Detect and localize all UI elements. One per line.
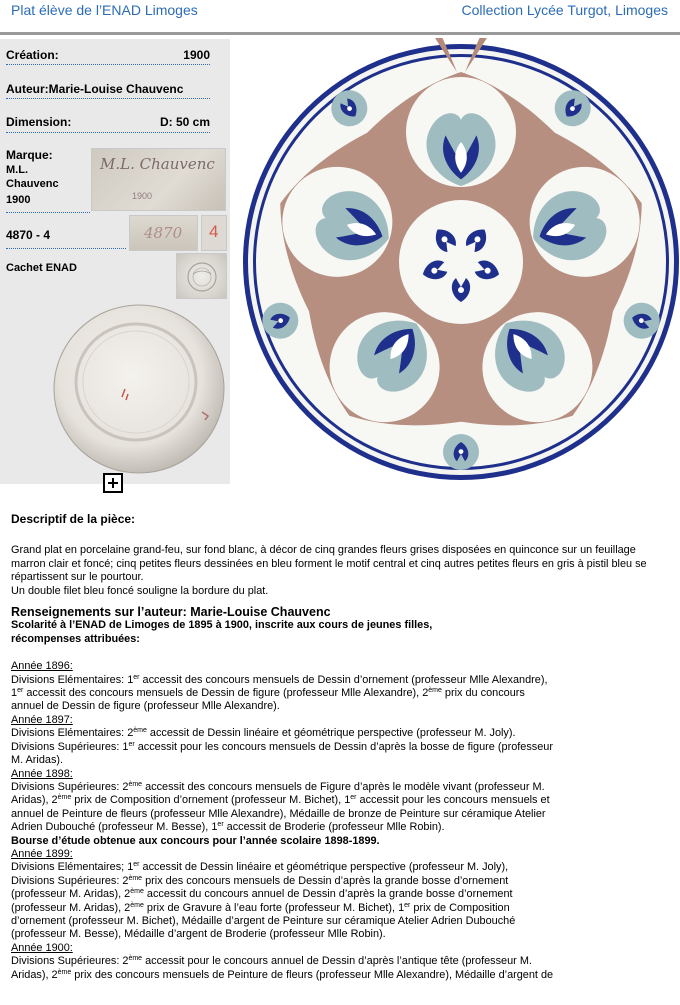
number-mark-photo[interactable] bbox=[129, 215, 198, 251]
marque-line: M.L. bbox=[6, 164, 28, 176]
creation-label: Création: bbox=[6, 48, 59, 62]
description-title: Descriptif de la pièce: bbox=[11, 512, 136, 526]
expand-button[interactable] bbox=[103, 473, 123, 493]
plate-back-photo[interactable] bbox=[52, 302, 226, 476]
year-heading: Année 1899: bbox=[11, 847, 73, 860]
divider bbox=[6, 64, 210, 65]
award-text: Divisions Elémentaires: 1er accessit des concours mensuels de Dessin d’ornement (professeur Mlle Alexandre), 1er accessit des concours mensuels de Dessin de figure (professeur Mlle Alexandre), 2ème prix du concours annuel de Dessin de figure (professeur Mlle Alexandre). bbox=[11, 673, 548, 713]
cachet-label: Cachet ENAD bbox=[6, 262, 77, 274]
author-line: Scolarité à l’ENAD de Limoges de 1895 à 1900, inscrite aux cours de jeunes filles, bbox=[11, 619, 433, 632]
inventory-number: 4870 - 4 bbox=[6, 228, 51, 242]
award-text: Divisions Elémentaires; 1er accessit de Dessin linéaire et géométrique perspective (professeur M. Joly), Divisions Supérieures: 2ème prix des concours mensuels de Dessin d’après la grande bosse d’ornement (professeur M. Aridas), 2ème accessit du concours annuel de Dessin d’après la grande bosse d’ornement (professeur M. Aridas), 2ème prix de Gravure à l’eau forte (professeur M. Bichet), 1er prix de Composition d’ornement (professeur M. Bichet), Médaille d’argent de Peinture sur céramique Atelier Adrien Dubouché (professeur M. Besse), Médaille d’argent de Broderie (professeur Mlle Robin). bbox=[11, 861, 516, 941]
description-paragraph: Un double filet bleu foncé souligne la bordure du plat. bbox=[11, 584, 269, 597]
year-heading: Année 1897: bbox=[11, 713, 73, 726]
red-mark-photo[interactable] bbox=[201, 215, 227, 251]
award-text: Divisions Supérieures: 2ème accessit des concours mensuels de Figure d’après le modèle vivant (professeur M. Aridas), 2ème prix de Composition d’ornement (professeur M. Bichet), 1er accessit pour les concours mensuels et annuel de Peinture de fleurs (professeur Mlle Alexandre), Médaille de bronze de Peinture sur céramique Atelier Adrien Dubouché (professeur M. Besse), 1er accessit de Broderie (professeur Mlle Robin). bbox=[11, 780, 550, 834]
marque-label: Marque: bbox=[6, 148, 53, 162]
page-header bbox=[0, 0, 680, 33]
marque-line: 1900 bbox=[6, 194, 31, 206]
auteur-value: Marie-Louise Chauvenc bbox=[48, 82, 184, 96]
divider bbox=[6, 212, 90, 213]
dimension-value: D: 50 cm bbox=[159, 115, 210, 129]
header-divider bbox=[0, 32, 680, 35]
signature-year: 1900 bbox=[132, 191, 153, 201]
auteur-label: Auteur: bbox=[6, 82, 49, 96]
header-title-left: Plat élève de l’ENAD Limoges bbox=[11, 2, 198, 18]
signature-text: M.L. Chauvenc bbox=[100, 155, 215, 173]
year-heading: Année 1900: bbox=[11, 941, 73, 954]
number-mark-text: 4870 bbox=[144, 224, 183, 242]
award-text: Divisions Elémentaires: 2ème accessit de Dessin linéaire et géométrique perspective (professeur M. Joly). Divisions Supérieures: 1er accessit pour les concours mensuels de Dessin d’après la bosse de figure (professeur M. Aridas). bbox=[11, 727, 553, 767]
divider bbox=[6, 248, 126, 249]
award-text: Divisions Supérieures: 2ème accessit pour le concours annuel de Dessin d’après l’antique tête (professeur M. Aridas), 2ème prix des concours mensuels de Peinture de fleurs (professeur Mlle Alexandre), Médaille d’argent de bbox=[11, 955, 554, 981]
author-title: Renseignements sur l’auteur: Marie-Louise Chauvenc bbox=[11, 605, 331, 620]
enad-stamp-photo[interactable] bbox=[176, 253, 227, 299]
header-title-right: Collection Lycée Turgot, Limoges bbox=[461, 2, 668, 18]
main-plate-photo[interactable] bbox=[239, 38, 680, 484]
stamp-graphic bbox=[177, 254, 227, 299]
description-paragraph: Grand plat en porcelaine grand-feu, sur fond blanc, à décor de cinq grandes fleurs grises disposées en quinconce sur un feuillage marron clair et foncé; cinq petites fleurs dessinées en bleu forment le motif central et cinq autres petites fleurs en gris à pistil bleu se répartissent sur le pourtour. bbox=[11, 544, 647, 584]
dimension-label: Dimension: bbox=[6, 115, 72, 129]
year-heading: Année 1896: bbox=[11, 660, 73, 673]
signature-photo[interactable] bbox=[91, 148, 226, 211]
marque-line: Chauvenc bbox=[6, 178, 59, 190]
author-line: récompenses attribuées: bbox=[11, 632, 140, 645]
bourse-text: Bourse d’étude obtenue aux concours pour l’année scolaire 1898-1899. bbox=[11, 834, 380, 847]
description-section bbox=[11, 513, 673, 982]
divider bbox=[6, 132, 210, 133]
year-heading: Année 1898: bbox=[11, 767, 73, 780]
creation-value: 1900 bbox=[183, 48, 210, 62]
divider bbox=[6, 98, 210, 99]
red-mark-text: 4 bbox=[209, 222, 219, 241]
